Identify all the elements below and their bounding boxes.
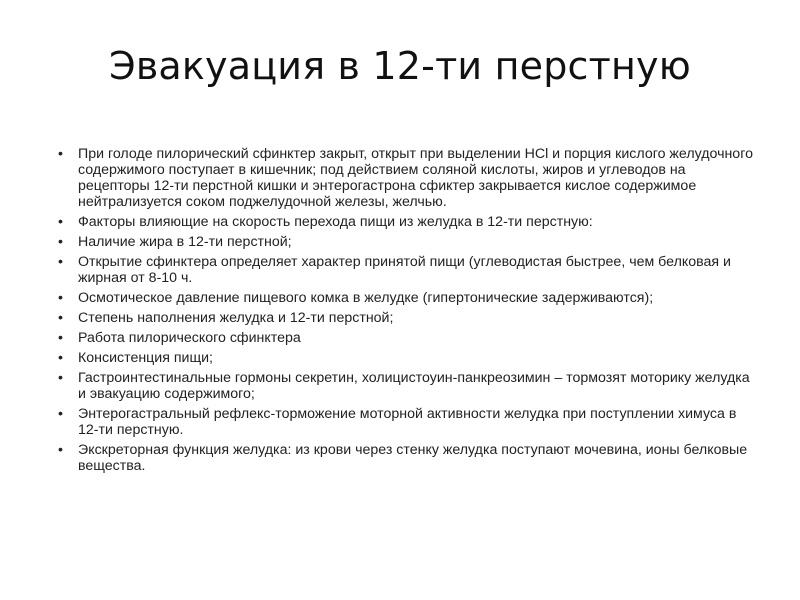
list-item: [58, 290, 758, 306]
bullet-icon: •: [58, 234, 63, 250]
list-item-text: При голоде пилорический сфинктер закрыт, открыт при выделении HCl и порция кислого желудочного содержимого поступает в кишечник; под действием соляной кислоты, жиров и углеводов на рецепторы 12-ти перстной кишки и энтерогастрона сфиктер закрывается кислое содержимое нейтрализуется соком поджелудочной железы, желчью.: [78, 146, 753, 210]
list-item: [58, 254, 758, 286]
list-item-text: Экскреторная функция желудка: из крови через стенку желудка поступают мочевина, ионы белковые вещества.: [78, 442, 748, 474]
list-item-text: Консистенция пищи;: [78, 350, 213, 366]
bullet-icon: •: [58, 290, 63, 306]
list-item-text: Наличие жира в 12-ти перстной;: [78, 234, 292, 250]
bullet-icon: •: [58, 330, 63, 346]
list-item: [58, 406, 758, 438]
list-item-text: Степень наполнения желудка и 12-ти перстной;: [78, 310, 394, 326]
list-item-text: Факторы влияющие на скорость перехода пищи из желудка в 12-ти перстную:: [78, 214, 593, 230]
bullet-icon: •: [58, 442, 63, 458]
list-item-text: Гастроинтестинальные гормоны секретин, холицистоуин-панкреозимин – тормозят моторику желудка и эвакуацию содержимого;: [78, 370, 750, 402]
bullet-icon: •: [58, 370, 63, 386]
list-item: [58, 146, 758, 210]
list-item-text: Осмотическое давление пищевого комка в желудке (гипертонические задерживаются);: [78, 290, 654, 306]
list-item-text: Работа пилорического сфинктера: [78, 330, 301, 346]
bullet-icon: •: [58, 214, 63, 230]
list-item: [58, 214, 758, 230]
slide-title: Эвакуация в 12-ти перстную: [109, 44, 691, 88]
bullet-icon: •: [58, 254, 63, 270]
list-item-text: Открытие сфинктера определяет характер принятой пищи (углеводистая быстрее, чем белковая и жирная от 8-10 ч.: [78, 254, 731, 286]
list-item: [58, 330, 758, 346]
list-item: [58, 310, 758, 326]
bullet-icon: •: [58, 310, 63, 326]
list-item: [58, 350, 758, 366]
list-item: [58, 442, 758, 474]
list-item-text: Энтерогастральный рефлекс-торможение моторной активности желудка при поступлении химуса в 12-ти перстную.: [78, 406, 737, 438]
bullet-list: [58, 146, 758, 478]
bullet-icon: •: [58, 406, 63, 422]
bullet-icon: •: [58, 350, 63, 366]
bullet-icon: •: [58, 146, 63, 162]
list-item: [58, 234, 758, 250]
list-item: [58, 370, 758, 402]
